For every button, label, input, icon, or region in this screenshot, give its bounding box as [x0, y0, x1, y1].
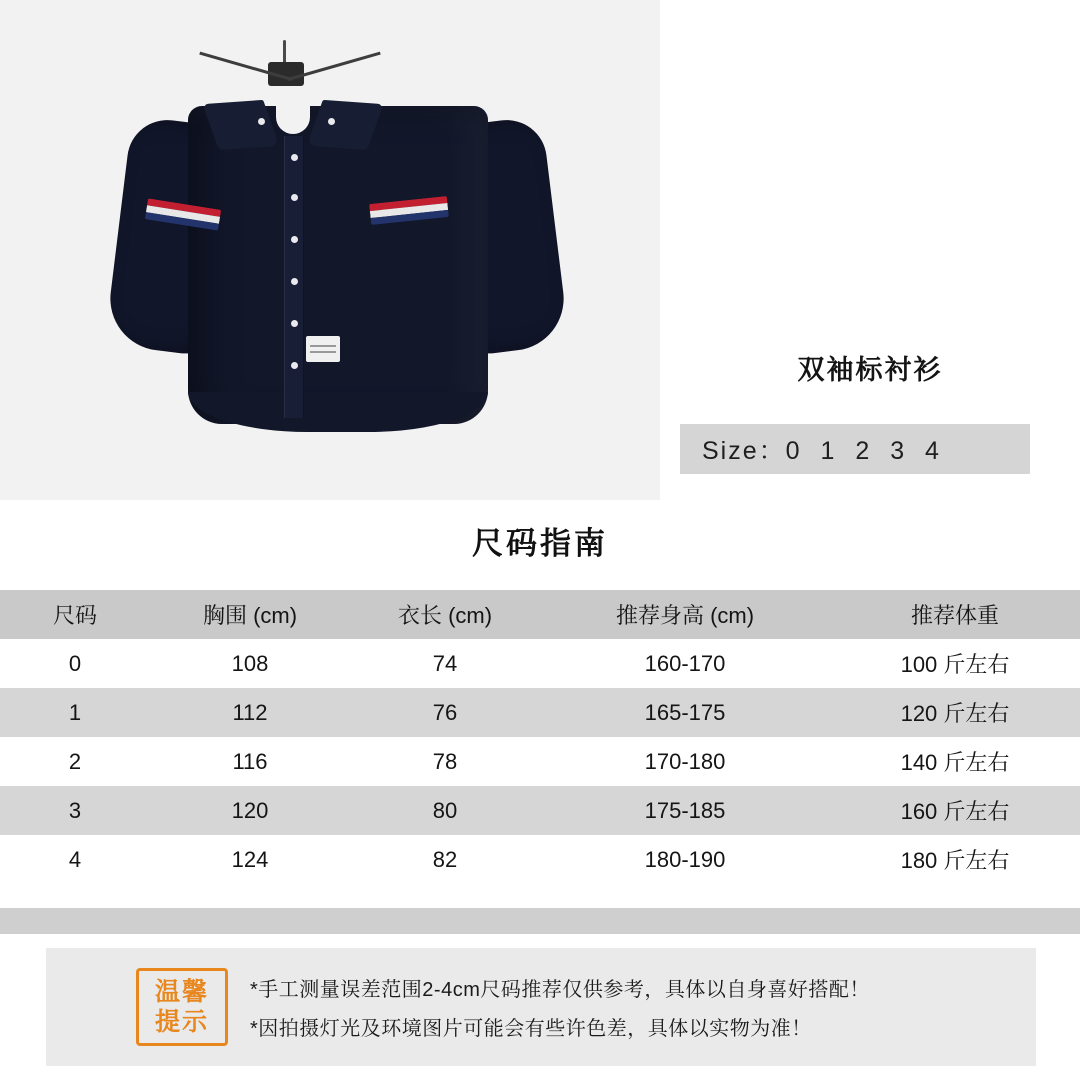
shirt-placket — [284, 136, 304, 418]
shirt-button — [291, 236, 298, 243]
cell-height: 165-175 — [644, 699, 726, 725]
cell-size: 2 — [68, 748, 82, 774]
cell-length: 80 — [432, 797, 458, 823]
size-label: Size：0 1 2 3 4 — [702, 437, 946, 465]
cell-chest: 124 — [231, 846, 269, 872]
table-spacer — [0, 884, 1080, 908]
table-row — [0, 639, 1080, 688]
size-options-bar — [680, 424, 1030, 474]
notice-line-1: *手工测量误差范围2-4cm尺码推荐仅供参考，具体以自身喜好搭配！ — [250, 979, 870, 1001]
notice-badge — [136, 968, 228, 1046]
size-table — [0, 590, 1080, 934]
column-header-length: 衣长 (cm) — [397, 603, 493, 628]
product-title: 双袖标衬衫 — [797, 355, 943, 385]
brand-label-tag — [306, 336, 340, 362]
shirt-hem — [188, 392, 488, 432]
cell-weight: 140 斤左右 — [900, 750, 1010, 775]
table-row — [0, 737, 1080, 786]
shirt-collar-button — [258, 118, 265, 125]
shirt-button — [291, 320, 298, 327]
cell-weight: 120 斤左右 — [900, 701, 1010, 726]
cell-length: 78 — [432, 748, 458, 774]
cell-weight: 180 斤左右 — [900, 848, 1010, 873]
cell-chest: 116 — [232, 748, 268, 774]
cell-weight: 100 斤左右 — [900, 652, 1010, 677]
notice-badge-line1: 温馨 — [154, 978, 209, 1006]
cell-length: 82 — [432, 846, 458, 872]
shirt-collar-button — [328, 118, 335, 125]
notice-text — [250, 973, 870, 1041]
shirt-button — [291, 154, 298, 161]
notice-panel — [46, 948, 1036, 1066]
table-row — [0, 688, 1080, 737]
column-header-weight: 推荐体重 — [910, 603, 999, 628]
shirt-button — [291, 194, 298, 201]
table-footer-band — [0, 908, 1080, 934]
cell-chest: 120 — [231, 797, 269, 823]
cell-size: 3 — [68, 797, 82, 823]
shirt-button — [291, 362, 298, 369]
product-photo — [0, 0, 660, 500]
shirt-body — [188, 106, 488, 424]
shirt-illustration — [118, 96, 558, 426]
cell-size: 4 — [68, 846, 82, 872]
column-header-size: 尺码 — [52, 603, 97, 628]
column-header-height: 推荐身高 (cm) — [615, 603, 755, 628]
cell-height: 180-190 — [644, 846, 726, 872]
cell-length: 74 — [432, 650, 458, 676]
size-guide-heading: 尺码指南 — [472, 526, 608, 561]
table-header-row — [0, 590, 1080, 639]
notice-line-2: *因拍摄灯光及环境图片可能会有些许色差，具体以实物为准！ — [250, 1018, 812, 1040]
cell-size: 0 — [68, 650, 82, 676]
cell-height: 175-185 — [644, 797, 726, 823]
cell-chest: 108 — [231, 650, 269, 676]
column-header-chest: 胸围 (cm) — [202, 603, 298, 628]
size-values: 0 1 2 3 4 — [785, 437, 946, 465]
cell-length: 76 — [432, 699, 458, 725]
cell-weight: 160 斤左右 — [900, 799, 1010, 824]
cell-chest: 112 — [232, 699, 268, 725]
notice-badge-line2: 提示 — [154, 1008, 209, 1036]
cell-height: 160-170 — [644, 650, 726, 676]
table-row — [0, 786, 1080, 835]
shirt-button — [291, 278, 298, 285]
cell-height: 170-180 — [644, 748, 726, 774]
cell-size: 1 — [68, 699, 82, 725]
table-row — [0, 835, 1080, 884]
